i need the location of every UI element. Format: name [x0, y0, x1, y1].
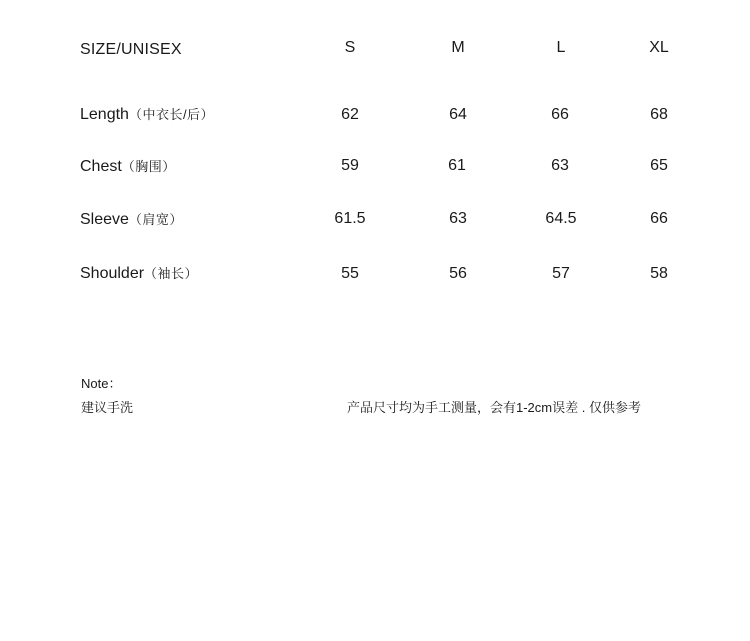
row-label-length	[80, 105, 214, 125]
length-s-value: 62	[341, 106, 359, 123]
row-label-cn: （胸围）	[121, 159, 176, 174]
size-header-s: S	[344, 39, 356, 56]
row-label-sleeve	[80, 210, 183, 230]
size-header-l: L	[556, 39, 566, 56]
length-xl-value: 68	[650, 106, 668, 123]
size-header-m: M	[451, 39, 465, 56]
length-m-value: 64	[449, 106, 467, 123]
sleeve-l-value: 64.5	[545, 210, 577, 227]
shoulder-l-value: 57	[552, 265, 570, 282]
size-header-xl: XL	[649, 39, 669, 56]
row-label-cn: （肩宽）	[128, 212, 183, 227]
row-label-en: Shoulder	[80, 265, 145, 282]
chest-xl-value: 65	[650, 157, 668, 174]
row-label-shoulder	[80, 264, 198, 284]
sleeve-xl-value: 66	[650, 210, 668, 227]
row-label-chest	[80, 157, 176, 177]
row-label-cn: （中衣长/后）	[128, 107, 215, 122]
length-l-value: 66	[551, 106, 569, 123]
chest-m-value: 61	[448, 157, 466, 174]
care-instruction: 建议手洗	[81, 400, 134, 415]
size-unisex-header: SIZE/UNISEX	[80, 41, 182, 58]
row-label-cn: （袖长）	[144, 266, 199, 281]
sleeve-m-value: 63	[449, 210, 467, 227]
measurement-note: 产品尺寸均为手工测量，会有1-2cm误差 . 仅供参考	[347, 400, 641, 415]
note-title: Note：	[81, 376, 122, 391]
chest-s-value: 59	[341, 157, 359, 174]
row-label-en: Sleeve	[80, 211, 129, 228]
shoulder-xl-value: 58	[650, 265, 668, 282]
row-label-en: Length	[80, 106, 129, 123]
shoulder-m-value: 56	[449, 265, 467, 282]
chest-l-value: 63	[551, 157, 569, 174]
row-label-en: Chest	[80, 158, 122, 175]
sleeve-s-value: 61.5	[334, 210, 366, 227]
shoulder-s-value: 55	[341, 265, 359, 282]
